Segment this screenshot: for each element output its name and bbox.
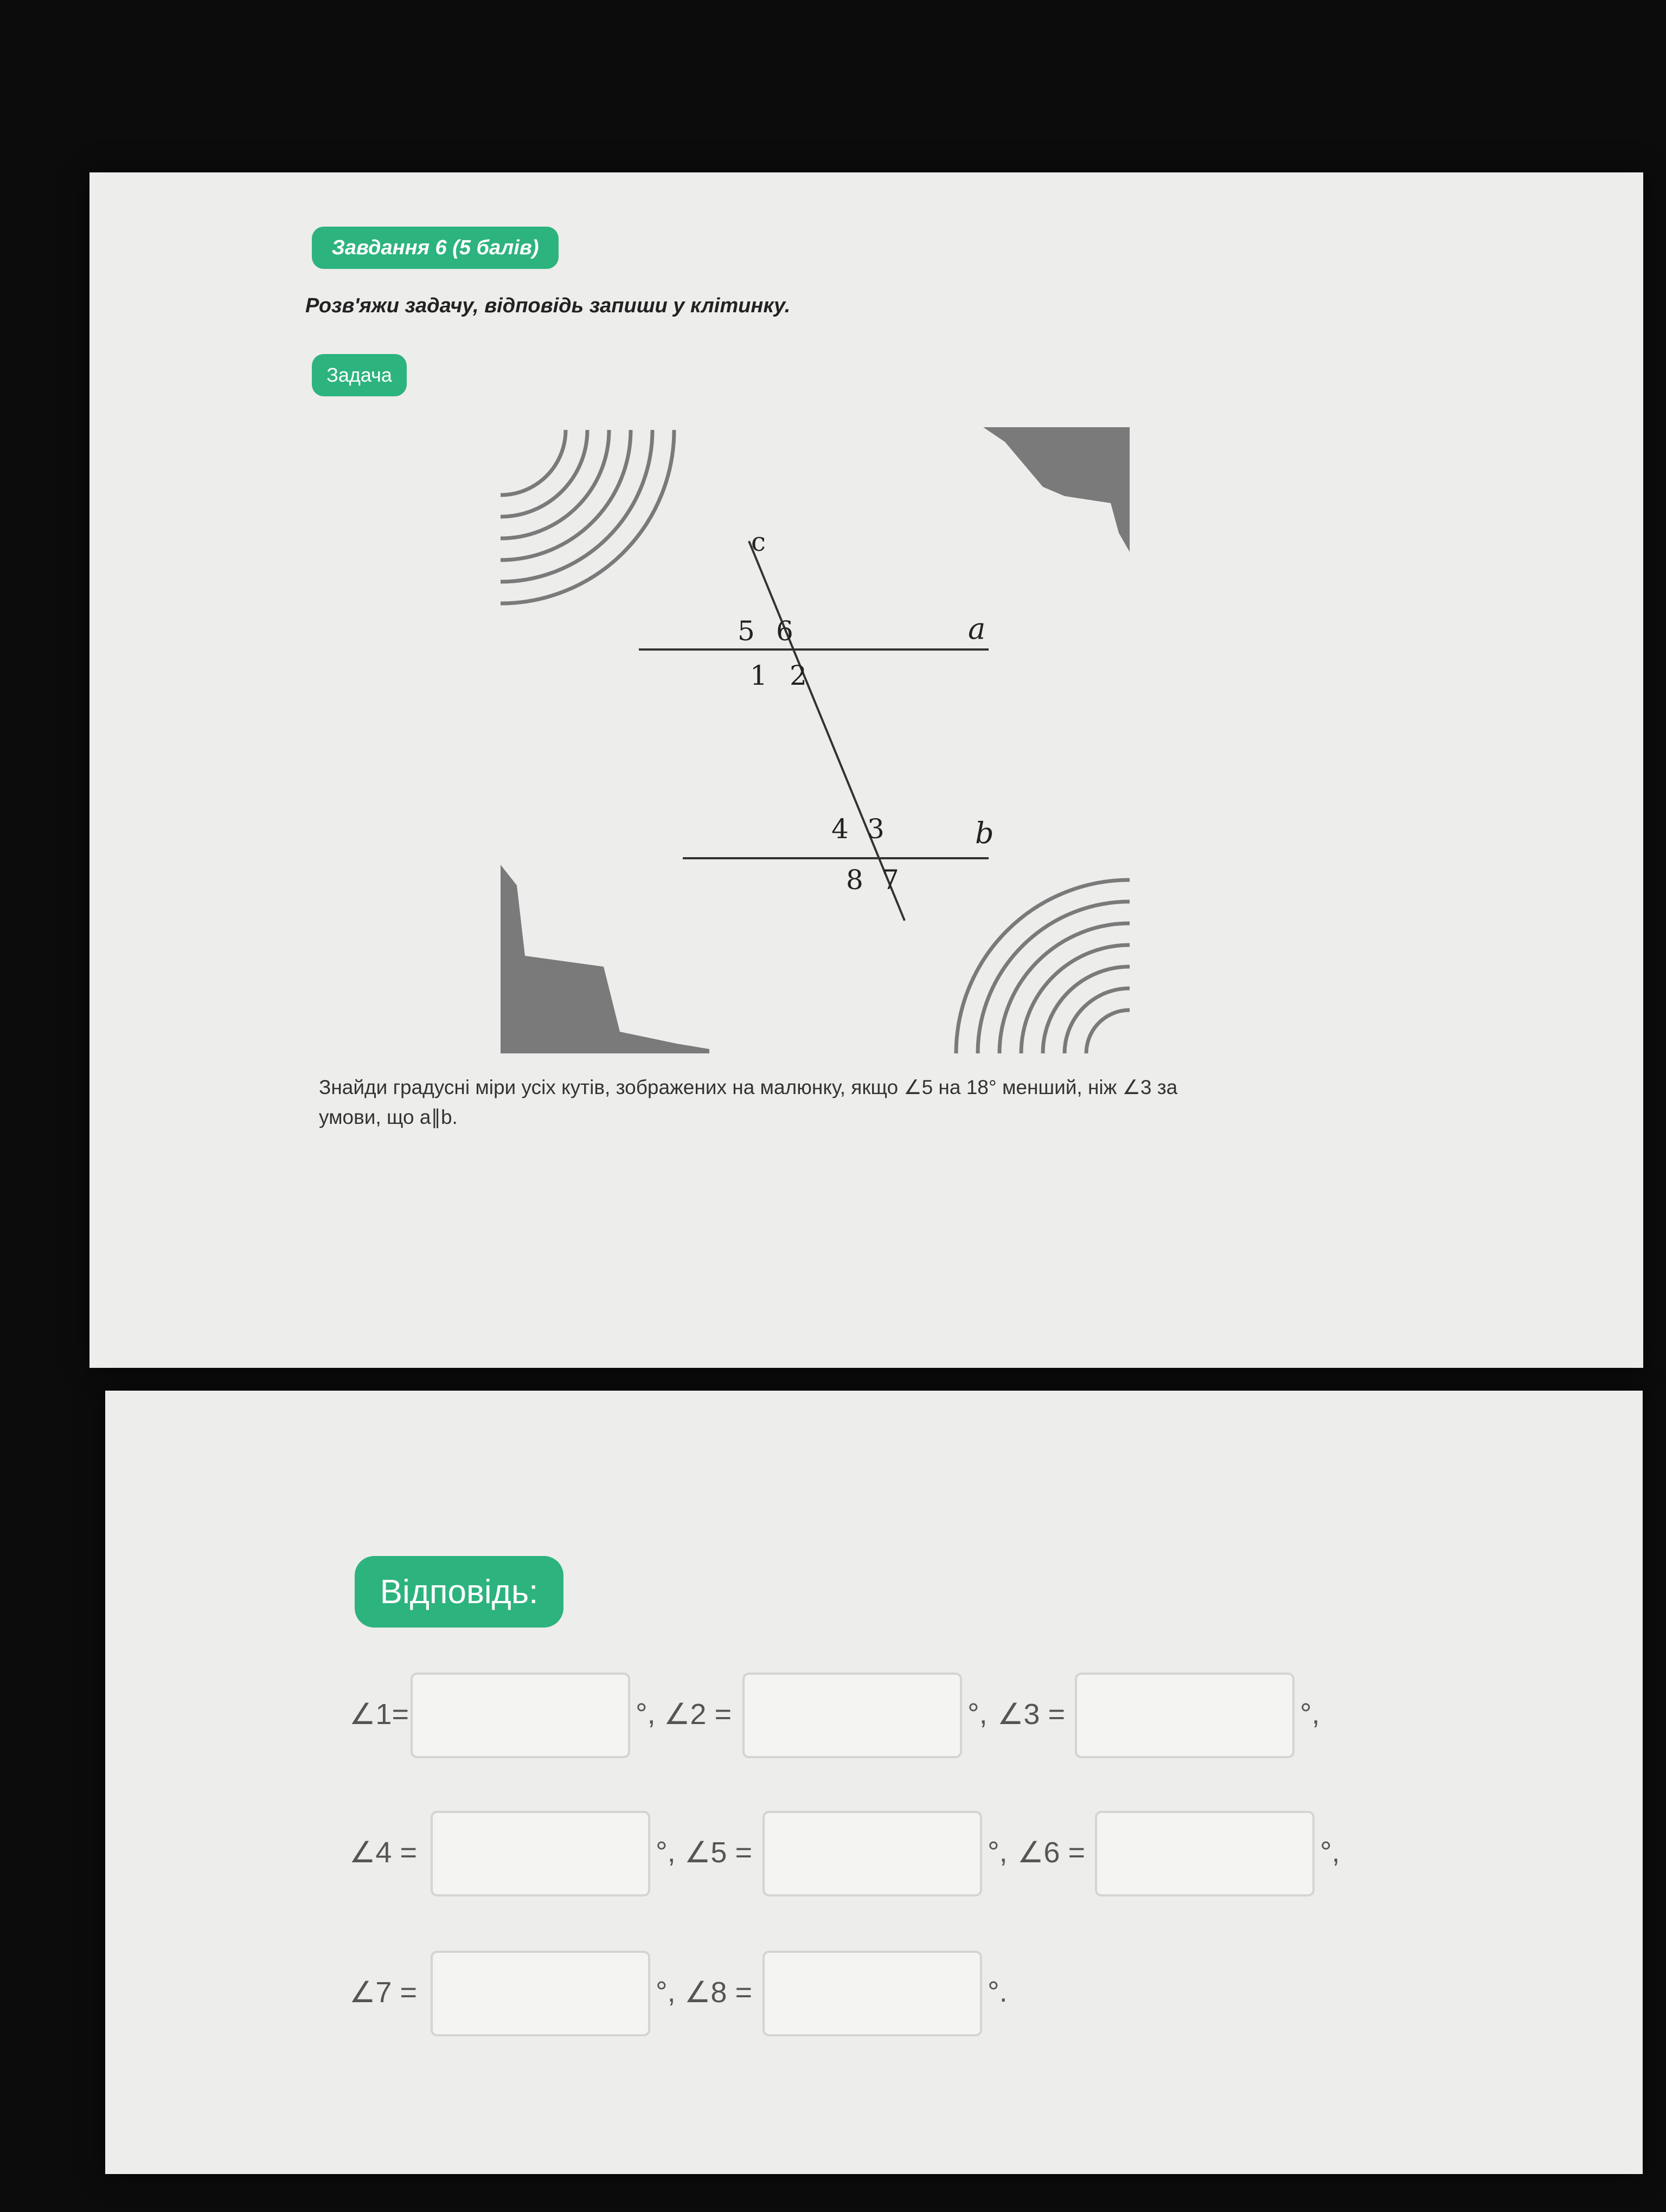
angle-7-suffix: °, [656, 1976, 676, 2008]
decor-arcs-top-left [501, 430, 674, 603]
angle-7-input[interactable] [431, 1951, 650, 2036]
angle-6-suffix: °, [1320, 1836, 1340, 1868]
task-card [89, 172, 1643, 1368]
angle-1-input[interactable] [411, 1673, 630, 1758]
angle-1-suffix: °, [636, 1697, 656, 1730]
angle-4-input[interactable] [431, 1811, 650, 1896]
answer-badge: Відповідь: [355, 1556, 563, 1628]
angle-5-input[interactable] [762, 1811, 982, 1896]
angle-2-label: ∠2 = [664, 1698, 732, 1731]
decor-arcs-bottom-right [956, 880, 1130, 1053]
label-angle-4: 4 [831, 813, 849, 845]
angle-6-label: ∠6 = [1017, 1836, 1085, 1869]
task-badge: Завдання 6 (5 балів) [312, 227, 559, 269]
decor-shape-top-right [983, 427, 1130, 552]
label-angle-8: 8 [846, 864, 863, 896]
label-c: c [751, 527, 766, 557]
angle-8-input[interactable] [762, 1951, 982, 2036]
label-angle-1: 1 [750, 660, 767, 691]
line-c [749, 541, 905, 921]
angle-3-label: ∠3 = [997, 1698, 1065, 1731]
angle-8-label: ∠8 = [684, 1976, 752, 2009]
label-angle-6: 6 [776, 615, 793, 647]
geometry-figure [501, 414, 1130, 1059]
answer-card [105, 1391, 1643, 2174]
task-instruction: Розв'яжи задачу, відповідь запиши у клітинку. [305, 294, 791, 317]
angle-5-label: ∠5 = [684, 1836, 752, 1869]
angle-1-label: ∠1= [349, 1698, 409, 1731]
answer-row-1 [105, 1673, 1643, 1765]
angle-3-input[interactable] [1075, 1673, 1295, 1758]
problem-text [319, 1072, 1376, 1132]
angle-6-input[interactable] [1095, 1811, 1315, 1896]
label-angle-2: 2 [790, 660, 807, 691]
answer-row-2 [105, 1811, 1643, 1903]
angle-5-suffix: °, [988, 1836, 1008, 1868]
angle-2-input[interactable] [742, 1673, 962, 1758]
angle-3-suffix: °, [1300, 1697, 1320, 1730]
angle-4-suffix: °, [656, 1836, 676, 1868]
angle-2-suffix: °, [967, 1697, 988, 1730]
label-angle-3: 3 [867, 813, 885, 845]
decor-shape-bottom-left [501, 865, 709, 1053]
label-b: b [975, 816, 994, 850]
angle-4-label: ∠4 = [349, 1836, 417, 1869]
angle-8-suffix: °. [988, 1976, 1008, 2008]
label-angle-7: 7 [882, 864, 899, 896]
label-angle-5: 5 [738, 615, 755, 647]
label-a: a [968, 612, 986, 646]
problem-badge: Задача [312, 354, 407, 396]
angle-7-label: ∠7 = [349, 1976, 417, 2009]
problem-text-line-1: Знайди градусні міри усіх кутів, зображених на малюнку, якщо ∠5 на 18° менший, ніж ∠3 за [319, 1076, 1178, 1098]
problem-text-line-2: умови, що a∥b. [319, 1106, 458, 1128]
answer-row-3 [105, 1951, 1643, 2043]
